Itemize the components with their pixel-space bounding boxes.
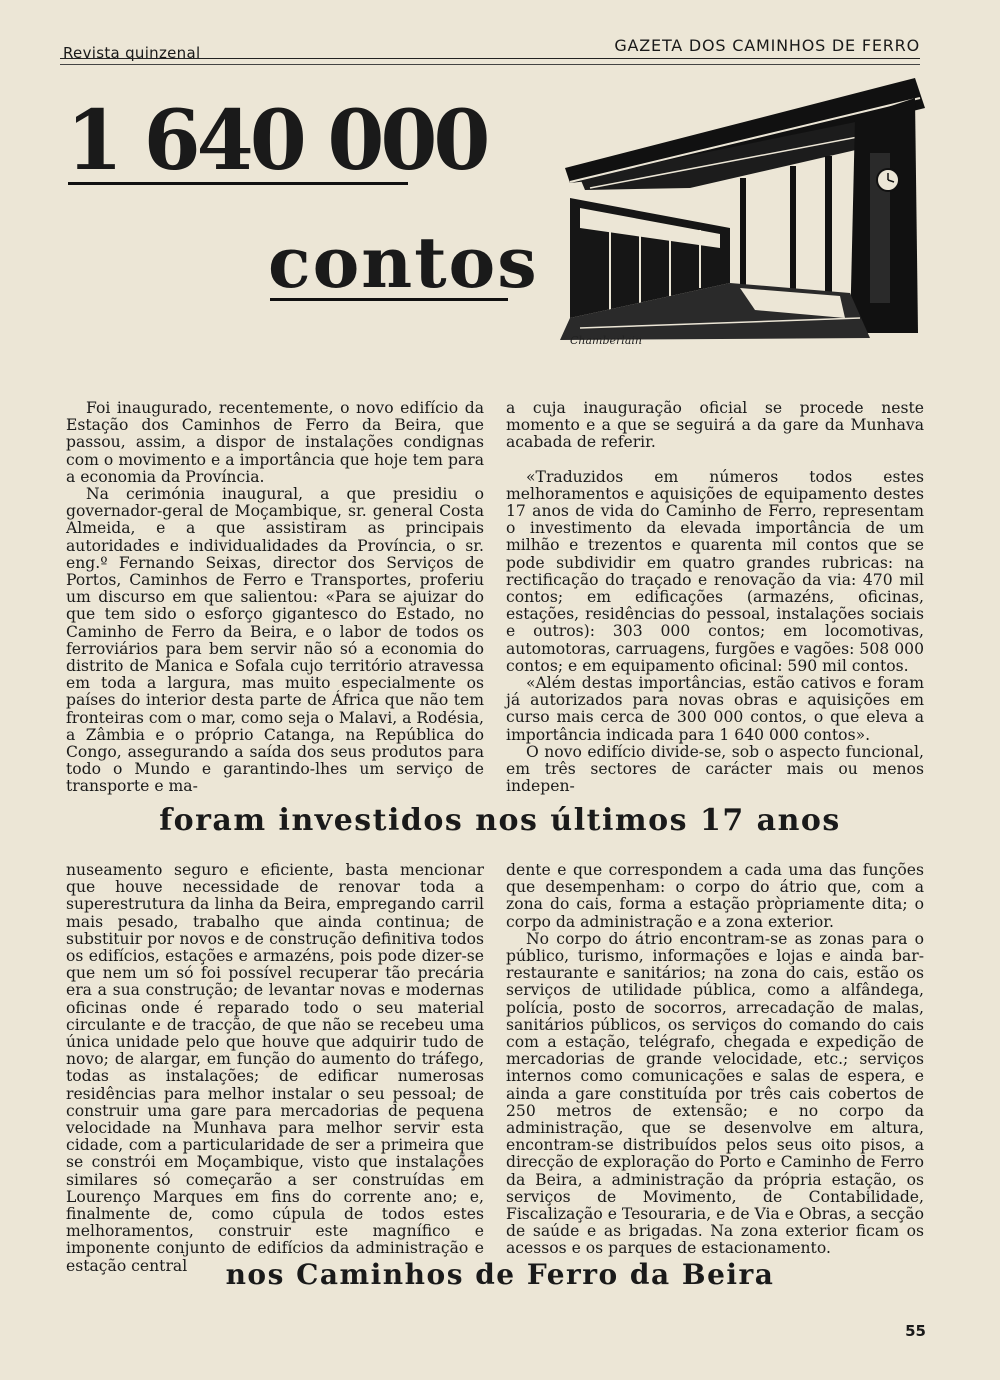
railway-station-platform-illustration [540,78,930,348]
article-column-4 [506,862,924,1258]
paragraph: a cuja inauguração oficial se procede neste momento e a que se seguirá a da gare da Munhava acabada de referir. [506,399,924,452]
article-column-1 [66,400,484,796]
paragraph: No corpo do átrio encontram-se as zonas para o público, turismo, informações e lojas e ainda bar-restaurante e sanitários; na zona do cais, estão os serviços de utilidade pública, como a alfândega, polícia, posto de socorros, arrecadação de malas, sanitários públicos, os serviços do comando do cais com a estação, telégrafo, chegada e expedição de mercadorias de grande velocidade, etc.; serviços internos como comunicações e salas de espera, e ainda a gare constituída por três cais cobertos de 250 metros de extensão; e no corpo da administração, que se desenvolve em altura, encontram-se distribuídos pelos seus oito pisos, a direcção de exploração do Porto e Caminho de Ferro da Beira, a administração da própria estação, os serviços de Movimento, de Contabilidade, Fiscalização e Tesouraria, e de Via e Obras, a secção de saúde e as brigadas. Na zona exterior ficam os acessos e os parques de estacionamento. [506,929,924,1258]
paragraph: «Além destas importâncias, estão cativos e foram já autorizados para novas obras e aquisições em curso mais cerca de 300 000 contos, o que eleva a importância indicada para 1 640 000 contos». [506,674,924,744]
headline-number-rule [68,182,408,185]
running-header-right: GAZETA DOS CAMINHOS DE FERRO [614,36,920,55]
paragraph: dente e que correspondem a cada uma das funções que desempenham: o corpo do átrio que, com a zona do cais, forma a estação pròpriamente dita; o corpo da administração e a zona exterior. [506,861,924,931]
headline-word: contos [268,221,539,304]
paragraph: nuseamento seguro e eficiente, basta mencionar que houve necessidade de renovar toda a superestrutura da linha da Beira, empregando carril mais pesado, trabalho que ainda continua; de substituir por novos e de construção definitiva todos os edifícios, estações e armazéns, pois pode dizer-se que nem um só foi possível recuperar tão precária era a sua construção; de levantar novas e modernas oficinas onde é reparado todo o seu material circulante e de tracção, de que não se recebeu uma única unidade pelo que houve que adquirir tudo de novo; de alargar, em função do aumento do tráfego, todas as instalações; de edificar numerosas residências para melhor instalar o seu pessoal; de construir uma gare para mercadorias de pequena velocidade na Munhava para melhor servir esta cidade, com a particularidade de ser a primeira que se constrói em Moçambique, visto que instalações similares só começarão a ser construídas em Lourenço Marques em fins do corrente ano; e, finalmente de, como cúpula de todos estes melhoramentos, construir este magnífico e imponente conjunto de edifícios da administração e estação central [66,861,484,1275]
paragraph: Foi inaugurado, recentemente, o novo edifício da Estação dos Caminhos de Ferro da Beira, que passou, assim, a dispor de instalações condignas com o movimento e a importância que hoje tem para a economia da Província. [66,399,484,486]
headline-number: 1 640 000 [66,93,487,189]
middle-headline: foram investidos nos últimos 17 anos [159,803,841,838]
header-rule [60,58,920,59]
page-number: 55 [905,1322,926,1340]
running-header-left: Revista quinzenal [63,44,201,62]
article-column-3 [66,862,484,1275]
illustration-signature: Chamberlain [570,334,642,347]
article-column-2 [506,400,924,795]
paragraph: Na cerimónia inaugural, a que presidiu o governador-geral de Moçambique, sr. general Costa Almeida, e a que assistiram as principais autoridades e individualidades da Província, o sr. eng.º Fernando Seixas, director dos Serviços de Portos, Caminhos de Ferro e Transportes, proferiu um discurso em que salientou: «Para se ajuizar do que tem sido o esforço gigantesco do Estado, no Caminho de Ferro da Beira, e o labor de todos os ferroviários para bem servir não só a economia do distrito de Manica e Sofala cujo território atravessa em toda a largura, mas muito especialmente os países do interior desta parte de África que não tem fronteiras com o mar, como seja o Malavi, a Rodésia, a Zâmbia e o próprio Catanga, na República do Congo, assegurando a saída dos seus produtos para todo o Mundo e garantindo-lhes um serviço de transporte e ma- [66,485,484,796]
paragraph: O novo edifício divide-se, sob o aspecto funcional, em três sectores de carácter mais ou menos indepen- [506,742,924,796]
header-rule-thin [60,64,920,65]
headline-word-rule [270,298,508,301]
bottom-headline: nos Caminhos de Ferro da Beira [225,1258,775,1291]
paragraph: «Traduzidos em números todos estes melhoramentos e aquisições de equipamento destes 17 anos de vida do Caminho de Ferro, representam o investimento da elevada importância de um milhão e trezentos e quarenta mil contos que se pode subdividir em quatro grandes rubricas: na rectificação do traçado e renovação da via: 470 mil contos; em edificações (armazéns, oficinas, estações, residências do pessoal, instalações sociais e outros): 303 000 contos; em locomotivas, automotoras, carruagens, furgões e vagões: 508 000 contos; e em equipamento oficinal: 590 mil contos. [506,467,924,675]
